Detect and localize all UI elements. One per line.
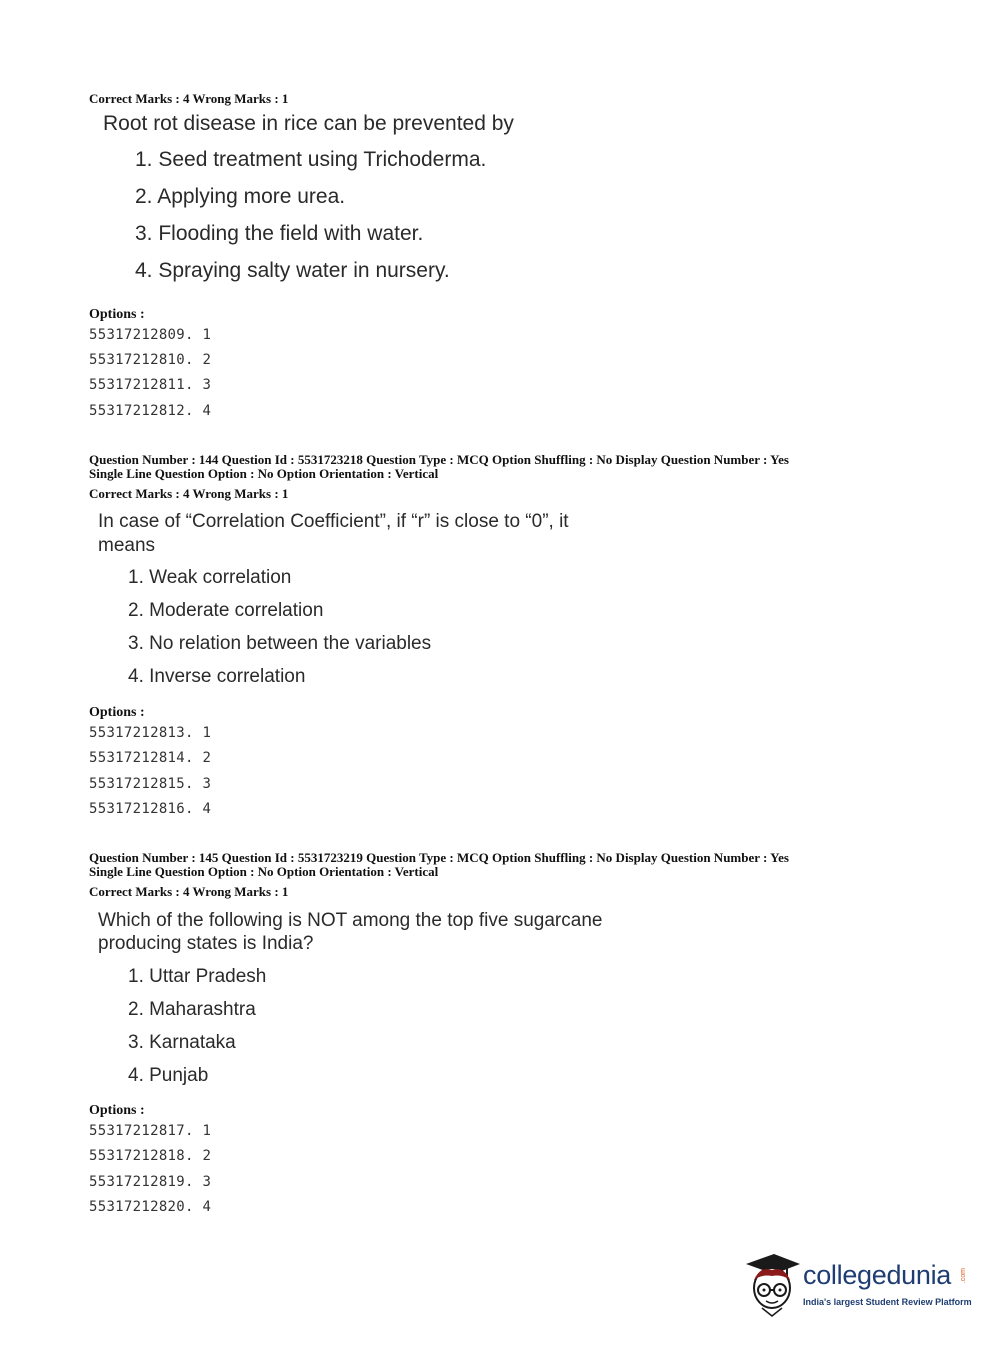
brand-name: collegedunia bbox=[803, 1260, 952, 1290]
q145-header-line1: Question Number : 145 Question Id : 5531723219 Question Type : MCQ Option Shuffling : No Display Question Number : Yes bbox=[89, 850, 789, 865]
q143-option-2: 55317212810. 2 bbox=[89, 352, 212, 368]
q143-marks: Correct Marks : 4 Wrong Marks : 1 bbox=[89, 91, 289, 106]
q144-choice-2: 2. Moderate correlation bbox=[128, 600, 324, 621]
q143-option-4: 55317212812. 4 bbox=[89, 403, 212, 419]
q144-choice-3: 3. No relation between the variables bbox=[128, 633, 432, 654]
q145-question-line1: Which of the following is NOT among the top five sugarcane bbox=[98, 910, 603, 931]
q145-option-4: 55317212820. 4 bbox=[89, 1199, 212, 1215]
q145-options-label: Options : bbox=[89, 1103, 145, 1118]
q145-choice-2: 2. Maharashtra bbox=[128, 999, 256, 1020]
q143-options-label: Options : bbox=[89, 307, 145, 322]
q145-question-line2: producing states is India? bbox=[98, 933, 314, 954]
q144-header-line1: Question Number : 144 Question Id : 5531723218 Question Type : MCQ Option Shuffling : No Display Question Number : Yes bbox=[89, 452, 789, 467]
q144-marks: Correct Marks : 4 Wrong Marks : 1 bbox=[89, 486, 289, 501]
q145-choice-3: 3. Karnataka bbox=[128, 1032, 236, 1053]
q143-question-text: Root rot disease in rice can be prevented by bbox=[103, 112, 514, 135]
q144-option-3: 55317212815. 3 bbox=[89, 776, 212, 792]
q144-option-1: 55317212813. 1 bbox=[89, 725, 212, 741]
student-mascot-icon bbox=[742, 1250, 802, 1320]
q144-choice-1: 1. Weak correlation bbox=[128, 567, 292, 588]
q144-choice-4: 4. Inverse correlation bbox=[128, 666, 306, 687]
q144-header-line2: Single Line Question Option : No Option Orientation : Vertical bbox=[89, 466, 439, 481]
collegedunia-watermark bbox=[742, 1250, 972, 1320]
q143-choice-2: 2. Applying more urea. bbox=[135, 185, 346, 208]
q143-option-3: 55317212811. 3 bbox=[89, 377, 212, 393]
brand-suffix: .com bbox=[960, 1268, 967, 1284]
q143-option-1: 55317212809. 1 bbox=[89, 327, 212, 343]
q145-option-1: 55317212817. 1 bbox=[89, 1123, 212, 1139]
q144-options-label: Options : bbox=[89, 705, 145, 720]
q145-option-3: 55317212819. 3 bbox=[89, 1174, 212, 1190]
q145-choice-1: 1. Uttar Pradesh bbox=[128, 966, 267, 987]
q145-header-line2: Single Line Question Option : No Option Orientation : Vertical bbox=[89, 864, 439, 879]
q144-option-2: 55317212814. 2 bbox=[89, 750, 212, 766]
q144-question-line2: means bbox=[98, 535, 156, 556]
q143-choice-3: 3. Flooding the field with water. bbox=[135, 222, 424, 245]
q143-choice-4: 4. Spraying salty water in nursery. bbox=[135, 259, 450, 282]
q144-question-line1: In case of “Correlation Coefficient”, if “r” is close to “0”, it bbox=[98, 511, 569, 532]
q143-choice-1: 1. Seed treatment using Trichoderma. bbox=[135, 148, 487, 171]
q145-choice-4: 4. Punjab bbox=[128, 1065, 209, 1086]
brand-tagline: India's largest Student Review Platform bbox=[803, 1297, 972, 1307]
q144-option-4: 55317212816. 4 bbox=[89, 801, 212, 817]
q145-marks: Correct Marks : 4 Wrong Marks : 1 bbox=[89, 884, 289, 899]
q145-option-2: 55317212818. 2 bbox=[89, 1148, 212, 1164]
